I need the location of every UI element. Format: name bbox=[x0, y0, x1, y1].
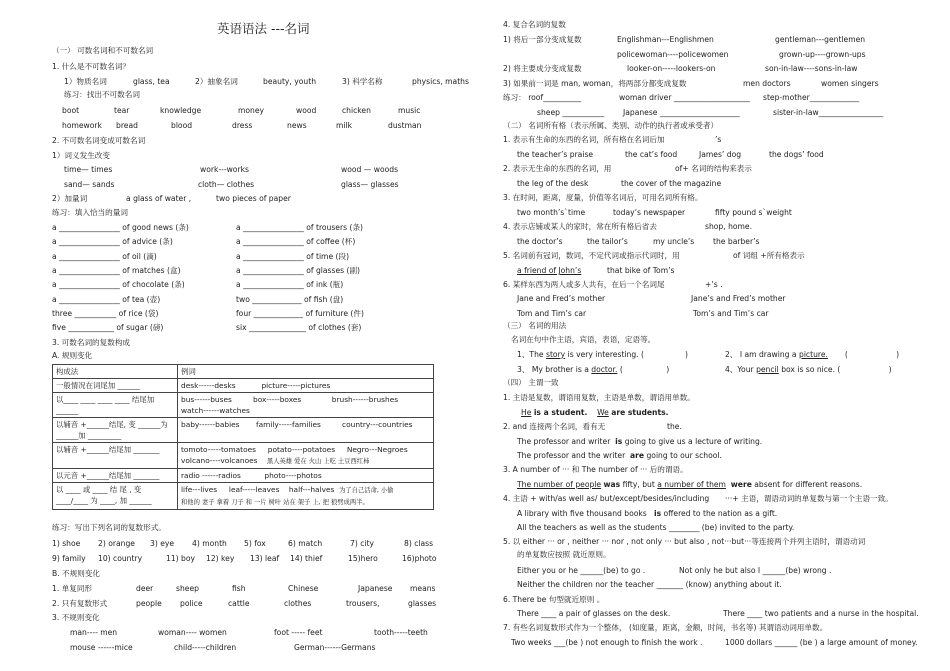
text: 3) 科学名称 bbox=[342, 77, 383, 86]
text: 1. 表示有生命的东西的名词，所有格在名词后加 bbox=[503, 135, 665, 144]
question-heading: 4. 复合名词的复数 bbox=[503, 20, 566, 29]
text: 7. 有些名词复数形式作为一个整体， (如度量，距离，金额，时间，书名等) 其谓语动词用单数。 bbox=[503, 623, 828, 632]
table-cell bbox=[178, 483, 434, 510]
text: 1) 将后一部分变成复数 bbox=[503, 35, 582, 44]
table-cell bbox=[178, 393, 434, 418]
fill-item: a ________________ of trousers (条) bbox=[236, 223, 363, 232]
sentence: Not only he but also I ______(be) wrong . bbox=[679, 566, 832, 575]
word: cattle bbox=[228, 599, 250, 608]
word: wood bbox=[296, 106, 317, 115]
word: money bbox=[238, 106, 265, 115]
sentence: A library with five thousand books is offered to the nation as a gift. bbox=[517, 509, 778, 518]
text: step-mother_____________ bbox=[763, 93, 860, 102]
question-heading: 3. 可数名词的复数构成 bbox=[52, 338, 131, 347]
text: 6. There be 句型就近原则 。 bbox=[503, 595, 605, 604]
text: glass— glasses bbox=[341, 180, 399, 189]
example: potato----potatoes bbox=[267, 445, 336, 454]
sentence: Neither the children nor the teacher _______ (know) anything about it. bbox=[517, 580, 782, 589]
example: tomoto-----tomatoes bbox=[181, 445, 256, 454]
text: of 词组 +所有格表示 bbox=[733, 251, 805, 260]
sentence: The professor and the writer are going to our school. bbox=[517, 451, 722, 460]
question-heading: 1. 什么是不可数名词？ bbox=[52, 62, 131, 71]
fill-item: three ___________ of rice (袋) bbox=[52, 309, 159, 318]
section-heading: （三） 名词的用法 bbox=[503, 321, 567, 330]
sub-heading: A. 规则变化 bbox=[52, 351, 93, 360]
word: dress bbox=[232, 121, 253, 130]
word: bread bbox=[116, 121, 138, 130]
example: country---countries bbox=[342, 420, 413, 429]
example: the barber’s bbox=[713, 237, 760, 246]
text: policewoman----policewomen bbox=[617, 50, 729, 59]
fill-item: a ________________ of oil (滴) bbox=[52, 252, 157, 261]
table-header: 构成法 bbox=[53, 365, 178, 379]
practice-label: 练习：写出下列名词的复数形式。 bbox=[52, 523, 166, 532]
plural-item: 16)photo bbox=[402, 554, 437, 563]
sentence: 4、Your pencil box is so nice. ( ) bbox=[725, 365, 892, 374]
text: woman---- women bbox=[158, 628, 227, 637]
example: Tom’s and Tim’s car bbox=[693, 309, 769, 318]
text: man---- men bbox=[70, 628, 118, 637]
text: cloth— clothes bbox=[198, 180, 255, 189]
example: baby------babies bbox=[181, 420, 240, 429]
text: child-----children bbox=[174, 643, 237, 652]
example: the cover of the magazine bbox=[621, 179, 722, 188]
word: people bbox=[136, 599, 162, 608]
fill-item: a ________________ of advice (条) bbox=[52, 237, 173, 246]
table-cell bbox=[178, 443, 434, 469]
text: woman driver ____________________ bbox=[619, 93, 750, 102]
right-column bbox=[503, 0, 935, 671]
table-cell: 以 ____ 或 ____ 结 尾 , 变 ____/____ 为 ____, 加 ______ bbox=[53, 483, 178, 510]
plural-item: 1) shoe bbox=[52, 539, 81, 548]
example: desk------desks bbox=[181, 381, 236, 390]
text: 2）加量词 bbox=[52, 194, 88, 203]
text: son-in-law----sons-in-law bbox=[765, 64, 858, 73]
example: the dogs’ food bbox=[769, 150, 824, 159]
example: two month’s`time bbox=[517, 208, 586, 217]
word: knowledge bbox=[160, 106, 202, 115]
text: two pieces of paper bbox=[216, 194, 291, 203]
word: means bbox=[410, 584, 436, 593]
example: Tom and Tim’s car bbox=[517, 309, 587, 318]
word: news bbox=[287, 121, 307, 130]
word: milk bbox=[336, 121, 353, 130]
text: women singers bbox=[821, 79, 879, 88]
example: a friend of John’s bbox=[517, 266, 582, 275]
text: 3. 在时间，距离，度量，价值等名词后，可用名词所有格。 bbox=[503, 193, 703, 202]
text: 5. 名词前有冠词，数词，不定代词或指示代词时，用 bbox=[503, 251, 680, 260]
sub-heading: 3. 不规则变化 bbox=[52, 613, 100, 622]
example: family-----families bbox=[255, 420, 321, 429]
section-heading: （一） 可数名词和不可数名词 bbox=[52, 46, 154, 55]
sentence: There ____ two patients and a nurse in the hospital. bbox=[723, 609, 919, 618]
table-cell: 一般情况在词尾加 ______ bbox=[53, 379, 178, 393]
example: box-----boxes bbox=[253, 395, 302, 404]
word: boot bbox=[62, 106, 80, 115]
table-row bbox=[53, 469, 434, 483]
text: 3) 如果前一词是 man, woman，将两部分都变成复数 bbox=[503, 79, 687, 88]
word: clothes bbox=[284, 599, 312, 608]
sub-heading: B. 不规则变化 bbox=[52, 569, 101, 578]
word: Chinese bbox=[288, 584, 319, 593]
plural-item: 7) city bbox=[350, 539, 374, 548]
plural-item: 14) thief bbox=[290, 554, 323, 563]
example: picture-----pictures bbox=[261, 381, 331, 390]
word: homework bbox=[62, 121, 102, 130]
section-heading: （二） 名词所有格（表示所属、类别、动作的执行者或承受者） bbox=[503, 121, 719, 130]
mnemonic-note: 和他的 妻子 拿着 刀子 和 一片 树叶 站在 架子 上, 把 狼劈成两半。 bbox=[181, 499, 369, 506]
fill-item: a ________________ of chocolate (条) bbox=[52, 280, 185, 289]
text: German------Germans bbox=[294, 643, 376, 652]
example: the leg of the desk bbox=[517, 179, 589, 188]
sentence: Two weeks ___(be ) not enough to finish the work . bbox=[511, 638, 703, 647]
text: 1. 单复同形 bbox=[52, 584, 93, 593]
example: the teacher’s praise bbox=[517, 150, 594, 159]
example: volcano----volcanoes bbox=[181, 456, 258, 465]
table-row bbox=[53, 418, 434, 443]
sentence: All the teachers as well as the students ________ (be) invited to the party. bbox=[517, 523, 795, 532]
plural-item: 11) boy bbox=[166, 554, 195, 563]
text: 5. 以 either ··· or , neither ··· nor , not only ··· but also , not···but···等连接两个并列主语时，谓语动词 bbox=[503, 537, 866, 546]
practice-label: 练习：找出不可数名词 bbox=[64, 90, 140, 99]
example: James’ dog bbox=[699, 150, 742, 159]
word: tear bbox=[114, 106, 130, 115]
plural-item: 5) fox bbox=[244, 539, 266, 548]
word: dustman bbox=[388, 121, 422, 130]
text: sheep ___________ bbox=[537, 108, 605, 117]
text: 2. 表示无生命的东西的名词，用 bbox=[503, 164, 612, 173]
text: men doctors bbox=[743, 79, 791, 88]
fill-item: four _____________ of furniture (件) bbox=[236, 309, 364, 318]
text: beauty, youth bbox=[263, 77, 317, 86]
example: watch------watches bbox=[181, 406, 250, 415]
text: tooth-----teeth bbox=[374, 628, 428, 637]
fill-item: a ________________ of coffee (杯) bbox=[236, 237, 356, 246]
word: fish bbox=[232, 584, 246, 593]
text: mouse ------mice bbox=[70, 643, 133, 652]
practice-label: 练习：填入恰当的量词 bbox=[52, 208, 128, 217]
text: Japanese _____________________ bbox=[623, 108, 740, 117]
table-header-row bbox=[53, 365, 434, 379]
sentence: The professor and writer is going to give us a lecture of writing. bbox=[517, 437, 763, 446]
text: 的单复数应按照 就近原则。 bbox=[517, 550, 611, 559]
example: radio ------radios bbox=[181, 471, 241, 480]
section-heading: （四） 主谓一致 bbox=[503, 378, 559, 387]
fill-item: a ________________ of ink (瓶) bbox=[236, 280, 344, 289]
text: time— times bbox=[64, 165, 113, 174]
text: grown-up----grown-ups bbox=[779, 50, 866, 59]
text: 2）抽象名词 bbox=[195, 77, 238, 86]
plural-item: 3) eye bbox=[150, 539, 175, 548]
text: 练习： roof__________ bbox=[503, 93, 582, 102]
page-title: 英语语法 ---名词 bbox=[217, 21, 310, 36]
text: physics, maths bbox=[412, 77, 469, 86]
sentence: He is a student. We are students. bbox=[521, 408, 669, 417]
plural-rules-table bbox=[52, 364, 434, 510]
text: of+ 名词的结构来表示 bbox=[675, 164, 752, 173]
word: trousers, bbox=[346, 599, 380, 608]
example: the tailor’s bbox=[587, 237, 628, 246]
text: the. bbox=[667, 422, 682, 431]
example: brush------brushes bbox=[331, 395, 399, 404]
text: 2. and 连接两个名词，看有无 bbox=[503, 422, 606, 431]
left-column bbox=[52, 0, 472, 671]
sentence: 2、 I am drawing a picture. ( ) bbox=[725, 350, 900, 359]
plural-item: 4) month bbox=[192, 539, 227, 548]
table-row bbox=[53, 393, 434, 418]
word: chicken bbox=[342, 106, 371, 115]
fill-item: five ____________ of sugar (磅) bbox=[52, 323, 164, 332]
table-row bbox=[53, 483, 434, 510]
sentence: 1000 dollars ______ (be ) a large amount of money. bbox=[725, 638, 918, 647]
plural-item: 12) key bbox=[206, 554, 235, 563]
table-cell: 以____ ____ ____ ____ 结尾加______ bbox=[53, 393, 178, 418]
example: the doctor’s bbox=[517, 237, 563, 246]
text: 2. 只有复数形式 bbox=[52, 599, 108, 608]
fill-item: a ________________ of matches (盒) bbox=[52, 266, 181, 275]
mnemonic-note: 为了自己活命, 小偷 bbox=[339, 487, 394, 494]
table-cell: 以辅音 +______结尾加 _______ bbox=[53, 443, 178, 469]
table-header: 例词 bbox=[178, 365, 434, 379]
example: leaf-----leaves bbox=[228, 485, 280, 494]
text: work---works bbox=[200, 165, 249, 174]
text: 4. 主语 + with/as well as/ but/except/besides/including bbox=[503, 494, 710, 503]
text: 名词在句中作主语，宾语，表语，定语等。 bbox=[511, 335, 656, 344]
text: 6. 某样东西为两人或多人共有，在后一个名词尾 bbox=[503, 280, 665, 289]
sentence: The number of people was fifty, but a number of them were absent for different reasons. bbox=[517, 480, 863, 489]
text: 4. 表示店铺或某人的家时，常在所有格后省去 bbox=[503, 222, 657, 231]
example: the cat’s food bbox=[625, 150, 678, 159]
text: ···+ 主语，谓语动词的单复数与第一个主语一致。 bbox=[725, 494, 893, 503]
fill-item: six _______________ of clothes (套) bbox=[236, 323, 362, 332]
sentence: 3、 My brother is a doctor. ( ) bbox=[517, 365, 670, 374]
table-cell bbox=[178, 379, 434, 393]
plural-item: 8) class bbox=[404, 539, 434, 548]
word: glasses bbox=[408, 599, 437, 608]
example: Negro---Negroes bbox=[346, 445, 408, 454]
example: Jane and Fred’s mother bbox=[517, 294, 606, 303]
sentence: There ____ a pair of glasses on the desk. bbox=[517, 609, 671, 618]
text: +’s . bbox=[705, 280, 723, 289]
mnemonic-note: 黑人英雄 爱在 火山 上吃 土豆西红柿 bbox=[266, 458, 370, 465]
plural-item: 2) orange bbox=[98, 539, 135, 548]
table-row bbox=[53, 379, 434, 393]
fill-item: a ________________ of good news (条) bbox=[52, 223, 189, 232]
fill-item: two _____________ of fish (盘) bbox=[236, 295, 344, 304]
text: foot ----- feet bbox=[274, 628, 323, 637]
text: 1. 主语是复数，谓语用复数，主语是单数，谓语用单数。 bbox=[503, 393, 695, 402]
word: deer bbox=[136, 584, 154, 593]
plural-item: 6) match bbox=[288, 539, 323, 548]
example: my uncle’s bbox=[653, 237, 695, 246]
text: ’s bbox=[715, 135, 722, 144]
text: sister-in-law_________________ bbox=[773, 108, 884, 117]
word: sheep bbox=[176, 584, 199, 593]
word: music bbox=[398, 106, 421, 115]
text: 3. A number of ··· 和 The number of ··· 后的谓语。 bbox=[503, 465, 688, 474]
table-cell: 以辅音 +______结尾, 变 ______为______加 _________ bbox=[53, 418, 178, 443]
table-cell: 以元音 +______结尾加 _______ bbox=[53, 469, 178, 483]
fill-item: a ________________ of tea (壶) bbox=[52, 295, 161, 304]
table-cell bbox=[178, 418, 434, 443]
example: fifty pound s`weight bbox=[715, 208, 792, 217]
example: life---lives bbox=[181, 485, 218, 494]
question-heading: 2. 不可数名词变成可数名词 bbox=[52, 136, 146, 145]
text: sand— sands bbox=[64, 180, 115, 189]
text: a glass of water , bbox=[126, 194, 192, 203]
word: police bbox=[180, 599, 203, 608]
example: Jane’s and Fred’s mother bbox=[691, 294, 786, 303]
text: Englishman---Englishmen bbox=[617, 35, 714, 44]
table-cell bbox=[178, 469, 434, 483]
text: 1）物质名词 bbox=[64, 77, 107, 86]
table-row bbox=[53, 443, 434, 469]
fill-item: a ________________ of glasses (副) bbox=[236, 266, 361, 275]
plural-item: 13) leaf bbox=[250, 554, 280, 563]
sub-heading: 1）词义发生改变 bbox=[52, 151, 110, 160]
fill-item: a ________________ of time (段) bbox=[236, 252, 350, 261]
plural-item: 9) family bbox=[52, 554, 86, 563]
word: Japanese bbox=[358, 584, 393, 593]
example: photo----photos bbox=[264, 471, 322, 480]
word: blood bbox=[171, 121, 193, 130]
text: 2) 将主要成分变成复数 bbox=[503, 64, 582, 73]
plural-item: 10) country bbox=[98, 554, 143, 563]
example: that bike of Tom’s bbox=[607, 266, 675, 275]
example: today’s newspaper bbox=[613, 208, 686, 217]
text: looker-on-----lookers-on bbox=[627, 64, 716, 73]
text: gentleman---gentlemen bbox=[775, 35, 866, 44]
example: half---halves bbox=[288, 485, 335, 494]
text: glass, tea bbox=[133, 77, 170, 86]
text: shop, home. bbox=[705, 222, 753, 231]
text: wood — woods bbox=[341, 165, 399, 174]
sentence: 1、The story is very interesting. ( ) bbox=[517, 350, 688, 359]
sentence: Either you or he ______(be) to go . bbox=[517, 566, 646, 575]
example: bus------buses bbox=[181, 395, 232, 404]
plural-item: 15)hero bbox=[348, 554, 378, 563]
